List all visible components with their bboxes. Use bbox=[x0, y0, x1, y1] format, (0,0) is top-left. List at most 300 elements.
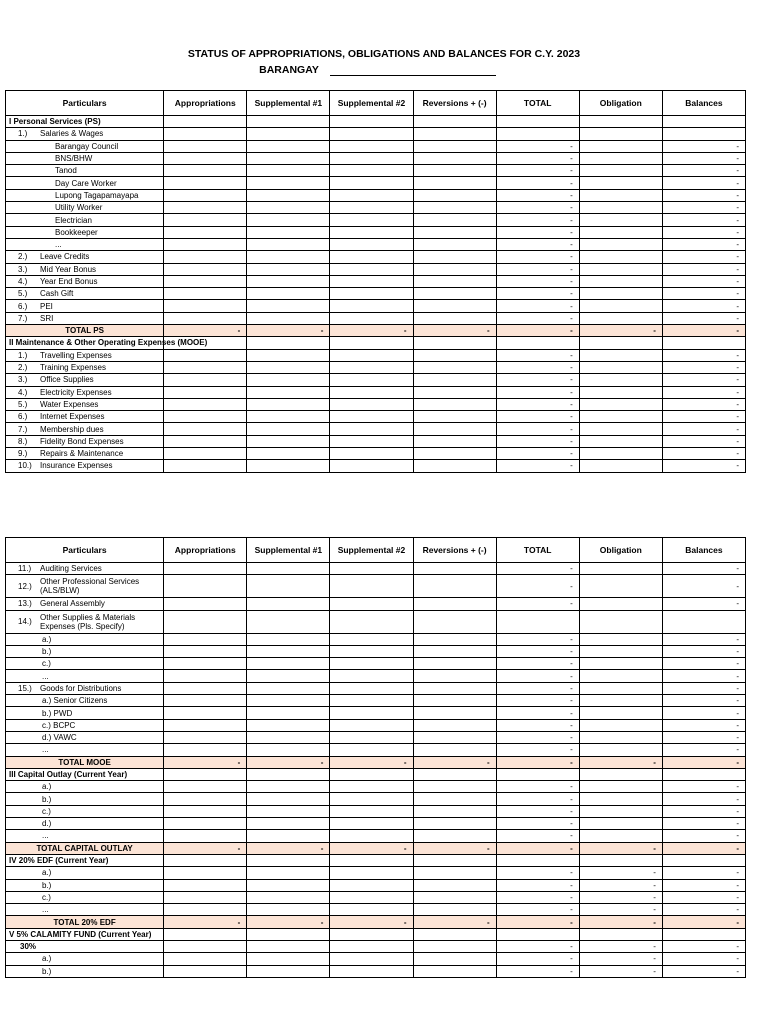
cell-balances[interactable]: - bbox=[662, 177, 745, 189]
cell-appropriations[interactable] bbox=[164, 707, 247, 719]
cell-reversions[interactable]: - bbox=[413, 325, 496, 337]
cell-supplemental-1[interactable]: - bbox=[247, 756, 330, 768]
cell-total[interactable]: - bbox=[496, 731, 579, 743]
cell-reversions[interactable] bbox=[413, 337, 496, 349]
cell-obligation[interactable]: - bbox=[579, 965, 662, 977]
cell-reversions[interactable]: - bbox=[413, 916, 496, 928]
cell-appropriations[interactable] bbox=[164, 953, 247, 965]
cell-reversions[interactable] bbox=[413, 128, 496, 140]
cell-supplemental-1[interactable] bbox=[247, 128, 330, 140]
cell-reversions[interactable] bbox=[413, 300, 496, 312]
cell-reversions[interactable] bbox=[413, 731, 496, 743]
cell-supplemental-1[interactable] bbox=[247, 731, 330, 743]
cell-reversions[interactable] bbox=[413, 879, 496, 891]
cell-appropriations[interactable] bbox=[164, 744, 247, 756]
cell-total[interactable]: - bbox=[496, 658, 579, 670]
cell-appropriations[interactable] bbox=[164, 633, 247, 645]
cell-reversions[interactable] bbox=[413, 251, 496, 263]
cell-total[interactable]: - bbox=[496, 719, 579, 731]
cell-appropriations[interactable] bbox=[164, 670, 247, 682]
cell-reversions[interactable] bbox=[413, 312, 496, 324]
cell-total[interactable]: - bbox=[496, 953, 579, 965]
cell-total[interactable] bbox=[496, 128, 579, 140]
cell-reversions[interactable] bbox=[413, 288, 496, 300]
cell-supplemental-2[interactable] bbox=[330, 349, 413, 361]
cell-supplemental-1[interactable] bbox=[247, 793, 330, 805]
cell-balances[interactable] bbox=[662, 854, 745, 866]
cell-supplemental-1[interactable] bbox=[247, 867, 330, 879]
cell-supplemental-2[interactable] bbox=[330, 263, 413, 275]
cell-total[interactable]: - bbox=[496, 756, 579, 768]
cell-balances[interactable]: - bbox=[662, 633, 745, 645]
cell-supplemental-1[interactable] bbox=[247, 435, 330, 447]
cell-total[interactable]: - bbox=[496, 793, 579, 805]
cell-balances[interactable]: - bbox=[662, 781, 745, 793]
cell-obligation[interactable] bbox=[579, 830, 662, 842]
cell-supplemental-2[interactable]: - bbox=[330, 842, 413, 854]
cell-balances[interactable]: - bbox=[662, 300, 745, 312]
cell-obligation[interactable] bbox=[579, 263, 662, 275]
cell-reversions[interactable] bbox=[413, 707, 496, 719]
cell-obligation[interactable]: - bbox=[579, 842, 662, 854]
cell-supplemental-1[interactable] bbox=[247, 263, 330, 275]
cell-total[interactable]: - bbox=[496, 633, 579, 645]
cell-supplemental-2[interactable] bbox=[330, 116, 413, 128]
cell-reversions[interactable] bbox=[413, 575, 496, 598]
cell-supplemental-2[interactable] bbox=[330, 744, 413, 756]
cell-supplemental-1[interactable] bbox=[247, 805, 330, 817]
cell-total[interactable]: - bbox=[496, 891, 579, 903]
cell-appropriations[interactable] bbox=[164, 891, 247, 903]
cell-appropriations[interactable] bbox=[164, 793, 247, 805]
cell-supplemental-1[interactable] bbox=[247, 386, 330, 398]
cell-obligation[interactable] bbox=[579, 411, 662, 423]
cell-supplemental-2[interactable] bbox=[330, 695, 413, 707]
cell-total[interactable]: - bbox=[496, 965, 579, 977]
cell-appropriations[interactable] bbox=[164, 658, 247, 670]
cell-balances[interactable]: - bbox=[662, 189, 745, 201]
cell-obligation[interactable]: - bbox=[579, 916, 662, 928]
cell-appropriations[interactable] bbox=[164, 719, 247, 731]
cell-balances[interactable]: - bbox=[662, 165, 745, 177]
cell-supplemental-2[interactable] bbox=[330, 337, 413, 349]
cell-balances[interactable]: - bbox=[662, 830, 745, 842]
cell-reversions[interactable] bbox=[413, 202, 496, 214]
cell-supplemental-1[interactable] bbox=[247, 719, 330, 731]
cell-appropriations[interactable] bbox=[164, 275, 247, 287]
cell-total[interactable]: - bbox=[496, 879, 579, 891]
cell-reversions[interactable] bbox=[413, 189, 496, 201]
cell-balances[interactable]: - bbox=[662, 953, 745, 965]
cell-supplemental-1[interactable] bbox=[247, 695, 330, 707]
cell-obligation[interactable] bbox=[579, 300, 662, 312]
cell-appropriations[interactable] bbox=[164, 202, 247, 214]
cell-supplemental-2[interactable]: - bbox=[330, 756, 413, 768]
cell-appropriations[interactable] bbox=[164, 731, 247, 743]
cell-balances[interactable]: - bbox=[662, 275, 745, 287]
cell-appropriations[interactable] bbox=[164, 165, 247, 177]
cell-total[interactable]: - bbox=[496, 575, 579, 598]
cell-appropriations[interactable] bbox=[164, 598, 247, 610]
cell-supplemental-2[interactable] bbox=[330, 965, 413, 977]
cell-obligation[interactable] bbox=[579, 288, 662, 300]
cell-obligation[interactable] bbox=[579, 928, 662, 940]
cell-supplemental-1[interactable] bbox=[247, 226, 330, 238]
cell-total[interactable]: - bbox=[496, 189, 579, 201]
cell-supplemental-2[interactable] bbox=[330, 140, 413, 152]
cell-appropriations[interactable] bbox=[164, 386, 247, 398]
cell-balances[interactable]: - bbox=[662, 325, 745, 337]
cell-total[interactable]: - bbox=[496, 682, 579, 694]
cell-total[interactable]: - bbox=[496, 275, 579, 287]
cell-supplemental-2[interactable] bbox=[330, 288, 413, 300]
cell-balances[interactable] bbox=[662, 116, 745, 128]
cell-appropriations[interactable] bbox=[164, 349, 247, 361]
cell-appropriations[interactable] bbox=[164, 941, 247, 953]
cell-supplemental-2[interactable] bbox=[330, 361, 413, 373]
cell-appropriations[interactable] bbox=[164, 398, 247, 410]
cell-obligation[interactable] bbox=[579, 238, 662, 250]
cell-appropriations[interactable]: - bbox=[164, 842, 247, 854]
cell-total[interactable]: - bbox=[496, 448, 579, 460]
cell-total[interactable]: - bbox=[496, 435, 579, 447]
cell-supplemental-1[interactable] bbox=[247, 575, 330, 598]
cell-balances[interactable]: - bbox=[662, 818, 745, 830]
cell-appropriations[interactable] bbox=[164, 152, 247, 164]
cell-supplemental-2[interactable] bbox=[330, 202, 413, 214]
cell-appropriations[interactable] bbox=[164, 140, 247, 152]
cell-total[interactable]: - bbox=[496, 916, 579, 928]
cell-total[interactable]: - bbox=[496, 238, 579, 250]
cell-balances[interactable]: - bbox=[662, 731, 745, 743]
cell-reversions[interactable] bbox=[413, 695, 496, 707]
cell-supplemental-2[interactable] bbox=[330, 928, 413, 940]
cell-reversions[interactable] bbox=[413, 854, 496, 866]
barangay-name-blank[interactable] bbox=[330, 75, 496, 76]
cell-appropriations[interactable] bbox=[164, 251, 247, 263]
cell-balances[interactable]: - bbox=[662, 152, 745, 164]
cell-supplemental-1[interactable] bbox=[247, 928, 330, 940]
cell-reversions[interactable] bbox=[413, 275, 496, 287]
cell-obligation[interactable] bbox=[579, 386, 662, 398]
cell-reversions[interactable] bbox=[413, 645, 496, 657]
cell-obligation[interactable] bbox=[579, 128, 662, 140]
cell-supplemental-1[interactable] bbox=[247, 891, 330, 903]
cell-obligation[interactable] bbox=[579, 731, 662, 743]
cell-supplemental-2[interactable] bbox=[330, 707, 413, 719]
cell-supplemental-2[interactable] bbox=[330, 374, 413, 386]
cell-obligation[interactable] bbox=[579, 793, 662, 805]
cell-reversions[interactable]: - bbox=[413, 842, 496, 854]
cell-appropriations[interactable] bbox=[164, 116, 247, 128]
cell-appropriations[interactable] bbox=[164, 423, 247, 435]
cell-appropriations[interactable] bbox=[164, 867, 247, 879]
cell-supplemental-2[interactable] bbox=[330, 152, 413, 164]
cell-obligation[interactable] bbox=[579, 563, 662, 575]
cell-balances[interactable]: - bbox=[662, 598, 745, 610]
cell-obligation[interactable] bbox=[579, 805, 662, 817]
cell-total[interactable]: - bbox=[496, 398, 579, 410]
cell-supplemental-1[interactable] bbox=[247, 140, 330, 152]
cell-supplemental-1[interactable] bbox=[247, 658, 330, 670]
cell-supplemental-2[interactable] bbox=[330, 645, 413, 657]
cell-balances[interactable]: - bbox=[662, 575, 745, 598]
cell-supplemental-1[interactable] bbox=[247, 818, 330, 830]
cell-supplemental-1[interactable] bbox=[247, 152, 330, 164]
cell-balances[interactable]: - bbox=[662, 374, 745, 386]
cell-reversions[interactable] bbox=[413, 116, 496, 128]
cell-total[interactable]: - bbox=[496, 374, 579, 386]
cell-appropriations[interactable] bbox=[164, 854, 247, 866]
cell-appropriations[interactable] bbox=[164, 460, 247, 472]
cell-obligation[interactable]: - bbox=[579, 756, 662, 768]
cell-obligation[interactable] bbox=[579, 251, 662, 263]
cell-supplemental-1[interactable] bbox=[247, 830, 330, 842]
cell-obligation[interactable]: - bbox=[579, 325, 662, 337]
cell-obligation[interactable] bbox=[579, 275, 662, 287]
cell-supplemental-1[interactable] bbox=[247, 448, 330, 460]
cell-obligation[interactable] bbox=[579, 695, 662, 707]
cell-appropriations[interactable] bbox=[164, 563, 247, 575]
cell-supplemental-1[interactable] bbox=[247, 374, 330, 386]
cell-balances[interactable]: - bbox=[662, 140, 745, 152]
cell-total[interactable]: - bbox=[496, 805, 579, 817]
cell-appropriations[interactable] bbox=[164, 904, 247, 916]
cell-reversions[interactable] bbox=[413, 805, 496, 817]
cell-total[interactable]: - bbox=[496, 707, 579, 719]
cell-appropriations[interactable] bbox=[164, 830, 247, 842]
cell-total[interactable]: - bbox=[496, 411, 579, 423]
cell-balances[interactable]: - bbox=[662, 904, 745, 916]
cell-balances[interactable]: - bbox=[662, 448, 745, 460]
cell-balances[interactable]: - bbox=[662, 411, 745, 423]
cell-total[interactable]: - bbox=[496, 312, 579, 324]
cell-supplemental-1[interactable] bbox=[247, 165, 330, 177]
cell-reversions[interactable] bbox=[413, 165, 496, 177]
cell-supplemental-1[interactable] bbox=[247, 349, 330, 361]
cell-obligation[interactable] bbox=[579, 448, 662, 460]
cell-total[interactable]: - bbox=[496, 251, 579, 263]
cell-supplemental-2[interactable] bbox=[330, 768, 413, 780]
cell-supplemental-2[interactable] bbox=[330, 670, 413, 682]
cell-supplemental-1[interactable] bbox=[247, 251, 330, 263]
cell-obligation[interactable] bbox=[579, 670, 662, 682]
cell-balances[interactable]: - bbox=[662, 460, 745, 472]
cell-supplemental-1[interactable]: - bbox=[247, 916, 330, 928]
cell-appropriations[interactable] bbox=[164, 448, 247, 460]
cell-obligation[interactable] bbox=[579, 214, 662, 226]
cell-supplemental-2[interactable] bbox=[330, 300, 413, 312]
cell-obligation[interactable]: - bbox=[579, 904, 662, 916]
cell-obligation[interactable] bbox=[579, 226, 662, 238]
cell-obligation[interactable]: - bbox=[579, 941, 662, 953]
cell-reversions[interactable] bbox=[413, 744, 496, 756]
cell-balances[interactable]: - bbox=[662, 423, 745, 435]
cell-supplemental-1[interactable] bbox=[247, 300, 330, 312]
cell-supplemental-2[interactable] bbox=[330, 805, 413, 817]
cell-reversions[interactable] bbox=[413, 448, 496, 460]
cell-reversions[interactable] bbox=[413, 793, 496, 805]
cell-total[interactable]: - bbox=[496, 263, 579, 275]
cell-reversions[interactable] bbox=[413, 891, 496, 903]
cell-supplemental-1[interactable] bbox=[247, 238, 330, 250]
cell-total[interactable]: - bbox=[496, 941, 579, 953]
cell-balances[interactable]: - bbox=[662, 756, 745, 768]
cell-supplemental-1[interactable] bbox=[247, 116, 330, 128]
cell-appropriations[interactable] bbox=[164, 965, 247, 977]
cell-supplemental-2[interactable] bbox=[330, 563, 413, 575]
cell-balances[interactable]: - bbox=[662, 842, 745, 854]
cell-total[interactable]: - bbox=[496, 361, 579, 373]
cell-total[interactable]: - bbox=[496, 744, 579, 756]
cell-total[interactable]: - bbox=[496, 830, 579, 842]
cell-reversions[interactable] bbox=[413, 398, 496, 410]
cell-supplemental-1[interactable] bbox=[247, 177, 330, 189]
cell-total[interactable]: - bbox=[496, 152, 579, 164]
cell-supplemental-2[interactable] bbox=[330, 226, 413, 238]
cell-appropriations[interactable] bbox=[164, 263, 247, 275]
cell-supplemental-1[interactable] bbox=[247, 781, 330, 793]
cell-supplemental-2[interactable] bbox=[330, 411, 413, 423]
cell-total[interactable]: - bbox=[496, 842, 579, 854]
cell-supplemental-2[interactable] bbox=[330, 867, 413, 879]
cell-reversions[interactable] bbox=[413, 830, 496, 842]
cell-total[interactable]: - bbox=[496, 670, 579, 682]
cell-obligation[interactable] bbox=[579, 177, 662, 189]
cell-appropriations[interactable] bbox=[164, 575, 247, 598]
cell-supplemental-1[interactable] bbox=[247, 953, 330, 965]
cell-obligation[interactable] bbox=[579, 349, 662, 361]
cell-total[interactable]: - bbox=[496, 598, 579, 610]
cell-appropriations[interactable] bbox=[164, 928, 247, 940]
cell-obligation[interactable] bbox=[579, 719, 662, 731]
cell-obligation[interactable] bbox=[579, 165, 662, 177]
cell-total[interactable]: - bbox=[496, 423, 579, 435]
cell-appropriations[interactable] bbox=[164, 312, 247, 324]
cell-reversions[interactable] bbox=[413, 386, 496, 398]
cell-obligation[interactable] bbox=[579, 633, 662, 645]
cell-reversions[interactable] bbox=[413, 349, 496, 361]
cell-supplemental-1[interactable] bbox=[247, 682, 330, 694]
cell-supplemental-2[interactable] bbox=[330, 781, 413, 793]
cell-balances[interactable]: - bbox=[662, 226, 745, 238]
cell-supplemental-2[interactable] bbox=[330, 891, 413, 903]
cell-appropriations[interactable] bbox=[164, 781, 247, 793]
cell-supplemental-2[interactable] bbox=[330, 682, 413, 694]
cell-reversions[interactable] bbox=[413, 633, 496, 645]
cell-supplemental-2[interactable] bbox=[330, 830, 413, 842]
cell-supplemental-1[interactable] bbox=[247, 744, 330, 756]
cell-supplemental-2[interactable] bbox=[330, 904, 413, 916]
cell-total[interactable] bbox=[496, 854, 579, 866]
cell-supplemental-1[interactable] bbox=[247, 768, 330, 780]
cell-appropriations[interactable] bbox=[164, 435, 247, 447]
cell-obligation[interactable] bbox=[579, 435, 662, 447]
cell-supplemental-1[interactable] bbox=[247, 337, 330, 349]
cell-obligation[interactable] bbox=[579, 361, 662, 373]
cell-appropriations[interactable]: - bbox=[164, 756, 247, 768]
cell-balances[interactable]: - bbox=[662, 398, 745, 410]
cell-total[interactable]: - bbox=[496, 177, 579, 189]
cell-supplemental-2[interactable] bbox=[330, 251, 413, 263]
cell-reversions[interactable] bbox=[413, 610, 496, 633]
cell-obligation[interactable] bbox=[579, 818, 662, 830]
cell-supplemental-2[interactable] bbox=[330, 214, 413, 226]
cell-total[interactable] bbox=[496, 768, 579, 780]
cell-obligation[interactable] bbox=[579, 116, 662, 128]
cell-supplemental-2[interactable] bbox=[330, 953, 413, 965]
cell-balances[interactable]: - bbox=[662, 867, 745, 879]
cell-balances[interactable]: - bbox=[662, 793, 745, 805]
cell-supplemental-2[interactable] bbox=[330, 386, 413, 398]
cell-obligation[interactable]: - bbox=[579, 867, 662, 879]
cell-obligation[interactable] bbox=[579, 337, 662, 349]
cell-supplemental-2[interactable] bbox=[330, 818, 413, 830]
cell-supplemental-2[interactable] bbox=[330, 575, 413, 598]
cell-obligation[interactable] bbox=[579, 707, 662, 719]
cell-reversions[interactable] bbox=[413, 953, 496, 965]
cell-balances[interactable]: - bbox=[662, 214, 745, 226]
cell-reversions[interactable] bbox=[413, 411, 496, 423]
cell-appropriations[interactable]: - bbox=[164, 325, 247, 337]
cell-reversions[interactable] bbox=[413, 140, 496, 152]
cell-supplemental-1[interactable] bbox=[247, 398, 330, 410]
cell-reversions[interactable] bbox=[413, 423, 496, 435]
cell-supplemental-1[interactable] bbox=[247, 633, 330, 645]
cell-total[interactable]: - bbox=[496, 386, 579, 398]
cell-balances[interactable]: - bbox=[662, 670, 745, 682]
cell-balances[interactable]: - bbox=[662, 965, 745, 977]
cell-supplemental-1[interactable] bbox=[247, 411, 330, 423]
cell-reversions[interactable] bbox=[413, 781, 496, 793]
cell-supplemental-2[interactable] bbox=[330, 423, 413, 435]
cell-supplemental-1[interactable] bbox=[247, 645, 330, 657]
cell-obligation[interactable] bbox=[579, 460, 662, 472]
cell-total[interactable]: - bbox=[496, 781, 579, 793]
cell-supplemental-2[interactable] bbox=[330, 793, 413, 805]
cell-supplemental-2[interactable] bbox=[330, 610, 413, 633]
cell-total[interactable]: - bbox=[496, 904, 579, 916]
cell-reversions[interactable] bbox=[413, 719, 496, 731]
cell-appropriations[interactable]: - bbox=[164, 916, 247, 928]
cell-balances[interactable]: - bbox=[662, 563, 745, 575]
cell-obligation[interactable] bbox=[579, 645, 662, 657]
cell-balances[interactable]: - bbox=[662, 719, 745, 731]
cell-obligation[interactable] bbox=[579, 152, 662, 164]
cell-supplemental-1[interactable] bbox=[247, 460, 330, 472]
cell-supplemental-2[interactable] bbox=[330, 177, 413, 189]
cell-supplemental-1[interactable] bbox=[247, 202, 330, 214]
cell-supplemental-1[interactable] bbox=[247, 288, 330, 300]
cell-supplemental-2[interactable] bbox=[330, 189, 413, 201]
cell-appropriations[interactable] bbox=[164, 189, 247, 201]
cell-supplemental-1[interactable] bbox=[247, 707, 330, 719]
cell-supplemental-2[interactable] bbox=[330, 165, 413, 177]
cell-reversions[interactable] bbox=[413, 435, 496, 447]
cell-obligation[interactable] bbox=[579, 744, 662, 756]
cell-appropriations[interactable] bbox=[164, 238, 247, 250]
cell-obligation[interactable] bbox=[579, 374, 662, 386]
cell-supplemental-1[interactable] bbox=[247, 275, 330, 287]
cell-balances[interactable]: - bbox=[662, 941, 745, 953]
cell-balances[interactable] bbox=[662, 768, 745, 780]
cell-balances[interactable]: - bbox=[662, 879, 745, 891]
cell-reversions[interactable] bbox=[413, 867, 496, 879]
cell-appropriations[interactable] bbox=[164, 128, 247, 140]
cell-appropriations[interactable] bbox=[164, 645, 247, 657]
cell-total[interactable]: - bbox=[496, 140, 579, 152]
cell-balances[interactable]: - bbox=[662, 263, 745, 275]
